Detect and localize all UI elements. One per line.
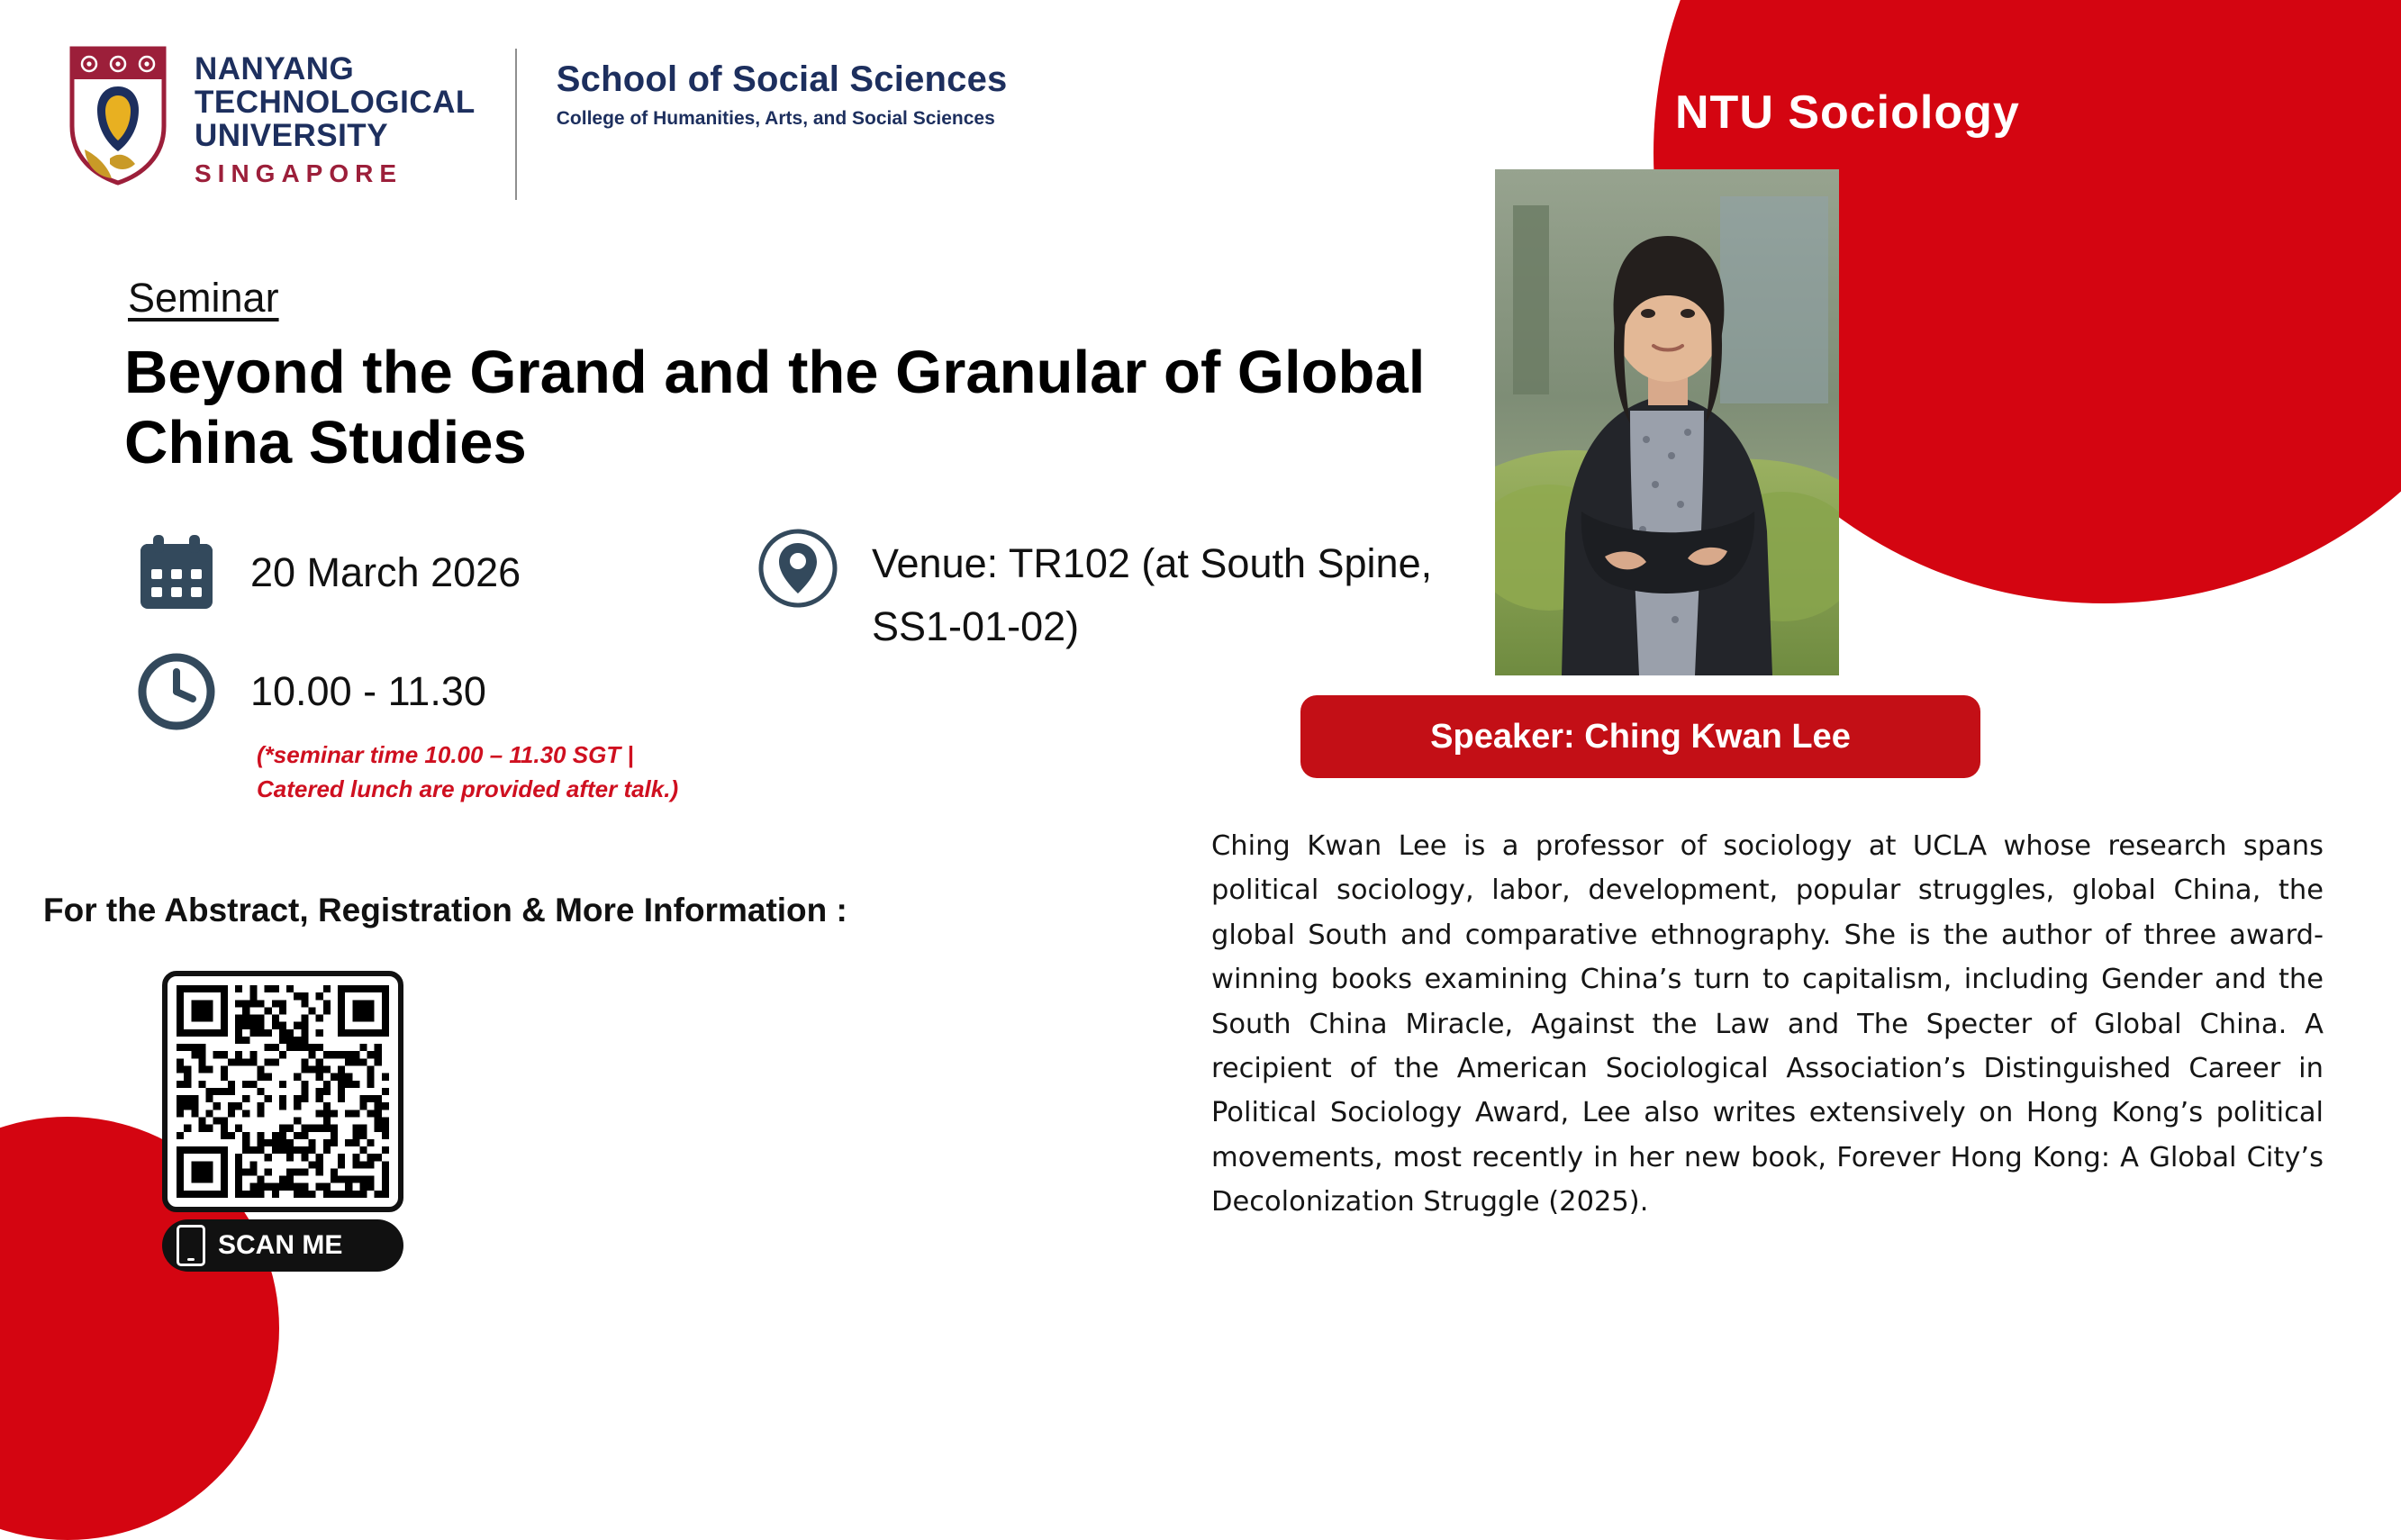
qr-code-canvas xyxy=(177,985,389,1198)
qr-heading: For the Abstract, Registration & More Information : xyxy=(43,892,847,929)
ntu-wordmark-line1: NANYANG xyxy=(195,51,355,86)
speaker-name-label: Speaker: Ching Kwan Lee xyxy=(1430,717,1851,756)
clock-icon xyxy=(135,650,218,733)
scan-me-badge xyxy=(162,1219,403,1272)
ntu-branding-header xyxy=(65,43,1008,200)
event-time-text: 10.00 - 11.30 xyxy=(250,668,486,715)
logo-divider xyxy=(515,49,517,200)
mobile-phone-icon xyxy=(177,1225,205,1266)
scan-me-label: SCAN ME xyxy=(218,1230,343,1260)
seminar-note-line1: (*seminar time 10.00 – 11.30 SGT | xyxy=(257,741,634,768)
event-venue xyxy=(757,527,1448,658)
college-name: College of Humanities, Arts, and Social Sciences xyxy=(556,108,995,129)
speaker-portrait xyxy=(1495,169,1839,675)
location-pin-icon xyxy=(757,527,839,610)
speaker-name-badge xyxy=(1300,695,1980,778)
page-title: Beyond the Grand and the Granular of Global China Studies xyxy=(124,339,1426,477)
ntu-wordmark xyxy=(195,43,476,152)
speaker-bio: Ching Kwan Lee is a professor of sociology at UCLA whose research spans political sociology, labor, development, popular struggles, global China, the global South and comparative ethnography. She is the author of three award-winning books examining China’s turn to capitalism, including Gender and the South China Miracle, Against the Law and The Specter of Global China. A recipient of the American Sociological Association’s Distinguished Career in Political Sociology Award, Lee also writes extensively on Hong Kong’s political movements, most recently in her new book, Forever Hong Kong: A Global City’s Decolonization Struggle (2025). xyxy=(1211,830,2324,1218)
ntu-wordmark-line2: TECHNOLOGICAL xyxy=(195,85,476,121)
event-date xyxy=(135,531,521,614)
unit-label: NTU Sociology xyxy=(1675,86,2020,139)
event-venue-text: Venue: TR102 (at South Spine, SS1-01-02) xyxy=(872,540,1433,649)
calendar-icon xyxy=(135,531,218,614)
event-date-text: 20 March 2026 xyxy=(250,549,521,596)
seminar-kicker: Seminar xyxy=(128,275,279,321)
ntu-crest-logo-icon xyxy=(65,43,171,187)
qr-block[interactable] xyxy=(162,971,403,1272)
ntu-country-label: SINGAPORE xyxy=(195,159,403,188)
event-time xyxy=(135,650,486,733)
ntu-wordmark-line3: UNIVERSITY xyxy=(195,118,389,154)
qr-code[interactable] xyxy=(162,971,403,1212)
seminar-note-line2: Catered lunch are provided after talk.) xyxy=(257,775,679,802)
school-name: School of Social Sciences xyxy=(556,59,1008,99)
seminar-note xyxy=(257,738,678,806)
